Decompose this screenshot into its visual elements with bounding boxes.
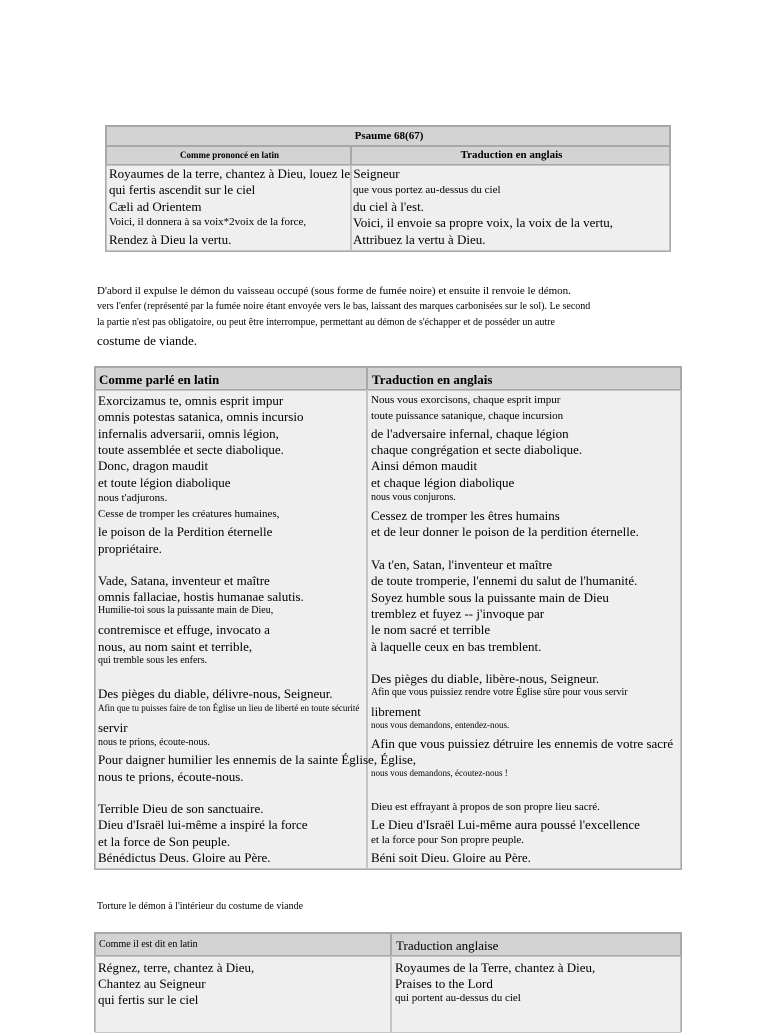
text-line: nous vous demandons, écoutez-nous ! bbox=[371, 768, 508, 778]
paragraph-line: vers l'enfer (représenté par la fumée noire étant envoyée vers le bas, laissant des marques carbonisées sur le sol). Le second bbox=[97, 301, 591, 312]
text-line: Soyez humble sous la puissante main de Dieu bbox=[371, 590, 609, 605]
header-english-label: Traduction en anglais bbox=[372, 372, 493, 387]
psalm-table-header-english bbox=[351, 146, 670, 165]
text-line: Voici, il envoie sa propre voix, la voix de la vertu, bbox=[353, 215, 614, 230]
text-line: Exorcizamus te, omnis esprit impur bbox=[98, 393, 284, 408]
text-line: Cæli ad Orientem bbox=[109, 199, 202, 214]
text-line: qui fertis sur le ciel bbox=[98, 992, 199, 1007]
exorcism-table-header-latin bbox=[95, 367, 367, 390]
text-line: Afin que tu puisses faire de ton Église un lieu de liberté en toute sécurité bbox=[98, 703, 360, 713]
text-line: et la force de Son peuple. bbox=[98, 834, 231, 849]
text-line: Royaumes de la terre, chantez à Dieu, louez le Seigneur bbox=[109, 166, 400, 181]
exorcism-table-header-english bbox=[367, 367, 681, 390]
text-line: Dieu est effrayant à propos de son propre lieu sacré. bbox=[371, 801, 600, 813]
text-line: Des pièges du diable, délivre-nous, Seigneur. bbox=[98, 686, 333, 701]
text-line: Dieu d'Israël lui-même a inspiré la force bbox=[98, 817, 308, 832]
text-line: Terrible Dieu de son sanctuaire. bbox=[98, 801, 264, 816]
text-line: Le Dieu d'Israël Lui-même aura poussé l'excellence bbox=[371, 817, 640, 832]
text-line: le poison de la Perdition éternelle bbox=[98, 524, 273, 539]
text-line: du ciel à l'est. bbox=[353, 199, 424, 214]
text-line: infernalis adversarii, omnis légion, bbox=[98, 426, 279, 441]
text-line: nous, au nom saint et terrible, bbox=[98, 639, 253, 654]
header-latin-label: Comme prononcé en latin bbox=[179, 150, 280, 160]
text-line: Cesse de tromper les créatures humaines, bbox=[98, 508, 280, 520]
text-line: de l'adversaire infernal, chaque légion bbox=[371, 426, 569, 441]
text-line: propriétaire. bbox=[98, 541, 162, 556]
text-line: librement bbox=[371, 704, 421, 719]
text-line: le nom sacré et terrible bbox=[371, 622, 491, 637]
text-line: Royaumes de la Terre, chantez à Dieu, bbox=[395, 960, 596, 975]
text-line: Va t'en, Satan, l'inventeur et maître bbox=[371, 557, 553, 572]
text-line: nous te prions, écoute-nous. bbox=[98, 737, 210, 748]
text-line: Donc, dragon maudit bbox=[98, 458, 209, 473]
text-line: qui portent au-dessus du ciel bbox=[395, 992, 521, 1004]
text-line: nous te prions, écoute-nous. bbox=[98, 769, 244, 784]
text-line: Régnez, terre, chantez à Dieu, bbox=[98, 960, 255, 975]
header-latin-label: Comme il est dit en latin bbox=[99, 939, 198, 950]
text-line: Afin que vous puissiez détruire les ennemis de votre sacré bbox=[371, 736, 674, 751]
text-line: Rendez à Dieu la vertu. bbox=[109, 232, 232, 247]
psalm-table-second bbox=[94, 932, 682, 1032]
text-line: Des pièges du diable, libère-nous, Seigneur. bbox=[371, 671, 600, 686]
paragraph-line: costume de viande. bbox=[97, 333, 197, 348]
text-line: chaque congrégation et secte diabolique. bbox=[371, 442, 583, 457]
text-line: qui fertis ascendit sur le ciel bbox=[109, 182, 256, 197]
text-line: Pour daigner humilier les ennemis de la sainte Église, Église, bbox=[98, 752, 417, 767]
text-line: que vous portez au-dessus du ciel bbox=[353, 184, 501, 196]
text-line: et de leur donner le poison de la perdition éternelle. bbox=[371, 524, 639, 539]
section-caption: Torture le démon à l'intérieur du costume de viande bbox=[97, 901, 304, 912]
paragraph-line: la partie n'est pas obligatoire, ou peut être interrompue, permettant au démon de s'échapper et de posséder un autre bbox=[97, 317, 555, 328]
text-line: de toute tromperie, l'ennemi du salut de l'humanité. bbox=[371, 573, 638, 588]
text-line: Attribuez la vertu à Dieu. bbox=[353, 232, 486, 247]
psalm-table-header-latin bbox=[106, 146, 351, 165]
text-line: Cessez de tromper les êtres humains bbox=[371, 508, 560, 523]
text-line: qui tremble sous les enfers. bbox=[98, 655, 208, 666]
text-line: Humilie-toi sous la puissante main de Dieu, bbox=[98, 605, 274, 616]
paragraph-line: D'abord il expulse le démon du vaisseau occupé (sous forme de fumée noire) et ensuite il renvoie le démon. bbox=[97, 285, 571, 297]
text-line: et la force pour Son propre peuple. bbox=[371, 834, 525, 846]
text-line: Bénédictus Deus. Gloire au Père. bbox=[98, 850, 271, 865]
header-latin-label: Comme parlé en latin bbox=[99, 372, 220, 387]
text-line: et toute légion diabolique bbox=[98, 475, 231, 490]
psalm-table bbox=[105, 125, 671, 252]
text-line: toute assemblée et secte diabolique. bbox=[98, 442, 284, 457]
text-line: nous vous conjurons. bbox=[371, 492, 456, 503]
psalm-table-title: Psaume 68(67) bbox=[354, 130, 424, 142]
text-line: omnis potestas satanica, omnis incursio bbox=[98, 409, 304, 424]
text-line: Chantez au Seigneur bbox=[98, 976, 206, 991]
text-line: Vade, Satana, inventeur et maître bbox=[98, 573, 270, 588]
text-line: Voici, il donnera à sa voix*2voix de la force, bbox=[109, 216, 307, 228]
text-line: Béni soit Dieu. Gloire au Père. bbox=[371, 850, 531, 865]
text-line: à laquelle ceux en bas tremblent. bbox=[371, 639, 542, 654]
text-line: Afin que vous puissiez rendre votre Église sûre pour vous servir bbox=[371, 687, 628, 698]
text-line: omnis fallaciae, hostis humanae salutis. bbox=[98, 589, 304, 604]
text-line: toute puissance satanique, chaque incursion bbox=[371, 410, 564, 422]
text-line: Praises to the Lord bbox=[395, 976, 493, 991]
text-line: tremblez et fuyez -- j'invoque par bbox=[371, 606, 545, 621]
psalm2-header-latin bbox=[95, 933, 391, 956]
psalm-table-title-row bbox=[106, 126, 670, 146]
text-line: Ainsi démon maudit bbox=[371, 458, 478, 473]
text-line: contremisce et effuge, invocato a bbox=[98, 622, 270, 637]
header-english-label: Traduction anglaise bbox=[396, 938, 499, 953]
exorcism-table bbox=[94, 366, 682, 870]
text-line: Nous vous exorcisons, chaque esprit impur bbox=[371, 394, 561, 406]
header-english-label: Traduction en anglais bbox=[460, 149, 563, 161]
text-line: nous vous demandons, entendez-nous. bbox=[371, 720, 510, 730]
text-line: servir bbox=[98, 720, 128, 735]
text-line: nous t'adjurons. bbox=[98, 492, 168, 504]
psalm2-header-english bbox=[391, 933, 681, 956]
text-line: et chaque légion diabolique bbox=[371, 475, 515, 490]
